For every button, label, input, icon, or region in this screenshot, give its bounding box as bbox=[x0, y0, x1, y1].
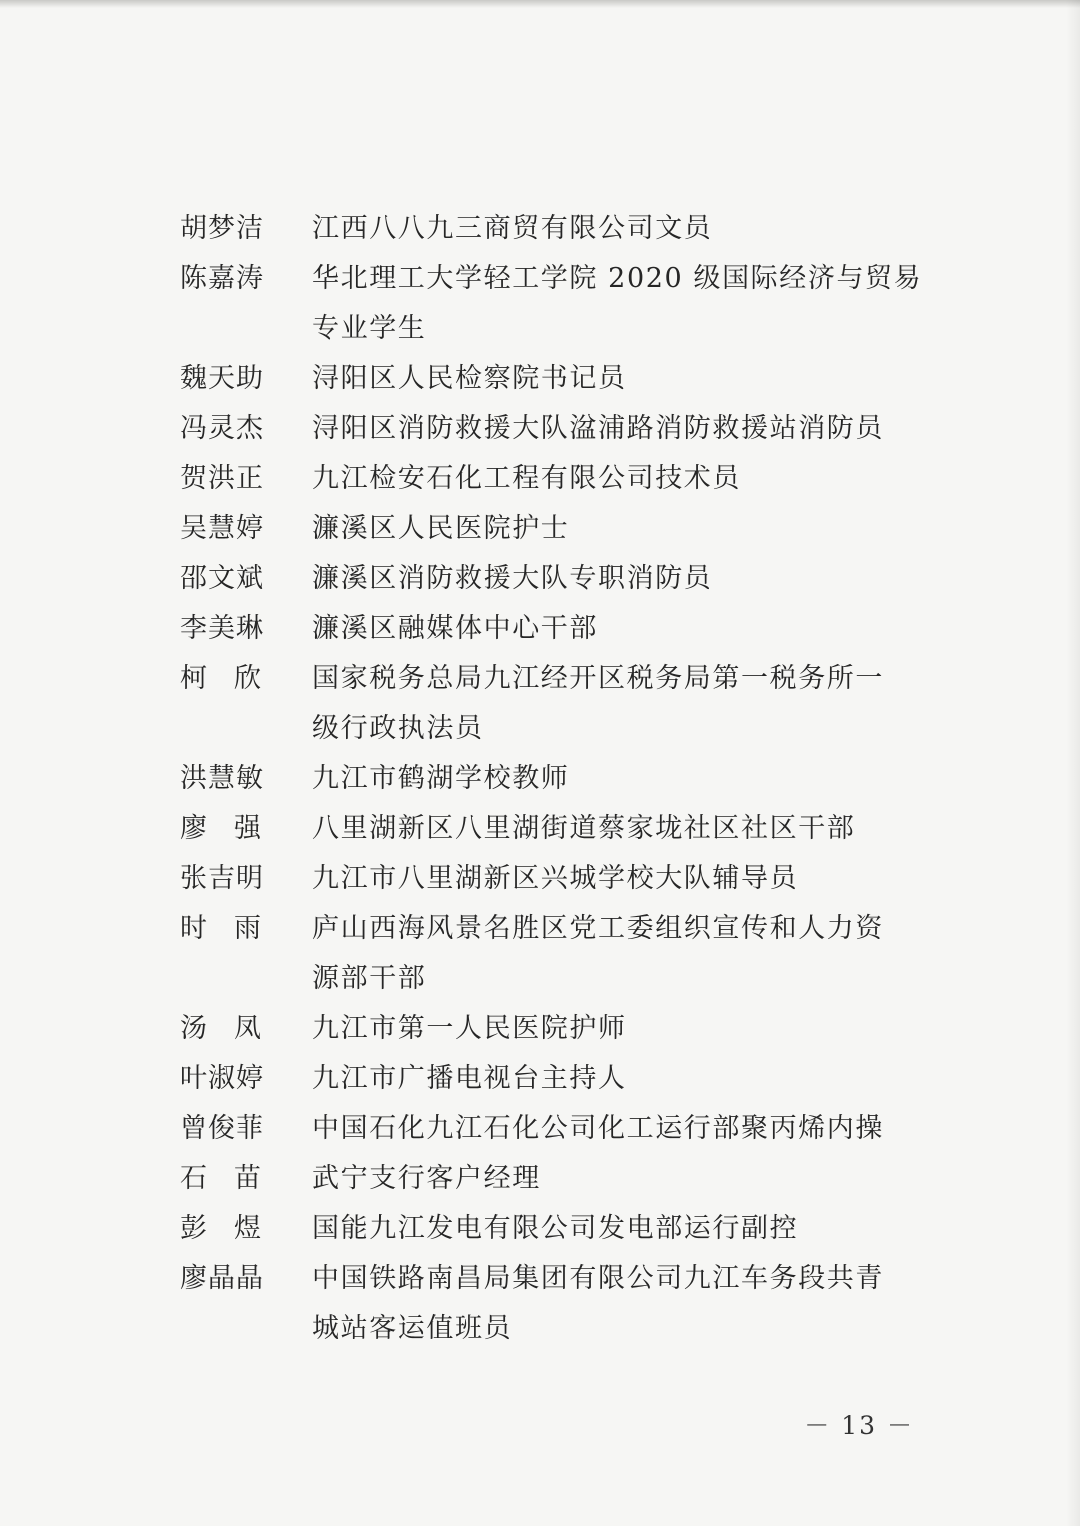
person-title: 中国石化九江石化公司化工运行部聚丙烯内操 bbox=[312, 1113, 884, 1144]
person-name: 邵文斌 bbox=[180, 563, 264, 594]
person-name: 彭 煜 bbox=[180, 1213, 261, 1244]
person-title: 九江检安石化工程有限公司技术员 bbox=[312, 463, 741, 494]
person-title: 濂溪区融媒体中心干部 bbox=[312, 613, 598, 644]
person-name: 廖晶晶 bbox=[180, 1263, 264, 1294]
person-title: 八里湖新区八里湖街道蔡家垅社区社区干部 bbox=[312, 813, 856, 844]
person-title: 浔阳区消防救援大队湓浦路消防救援站消防员 bbox=[312, 413, 884, 444]
person-title: 庐山西海风景名胜区党工委组织宣传和人力资 bbox=[312, 913, 884, 944]
person-name: 时 雨 bbox=[180, 913, 261, 944]
person-title: 九江市八里湖新区兴城学校大队辅导员 bbox=[312, 863, 799, 894]
person-name: 曾俊菲 bbox=[180, 1113, 264, 1144]
person-name: 张吉明 bbox=[180, 863, 264, 894]
person-title-continued: 级行政执法员 bbox=[312, 713, 484, 744]
person-name: 贺洪正 bbox=[180, 463, 264, 494]
person-name: 廖 强 bbox=[180, 813, 261, 844]
person-name: 冯灵杰 bbox=[180, 413, 264, 444]
person-title: 濂溪区人民医院护士 bbox=[312, 513, 570, 544]
person-name: 陈嘉涛 bbox=[180, 263, 264, 294]
person-title: 国能九江发电有限公司发电部运行副控 bbox=[312, 1213, 799, 1244]
person-title: 国家税务总局九江经开区税务局第一税务所一 bbox=[312, 663, 884, 694]
person-title: 九江市第一人民医院护师 bbox=[312, 1013, 627, 1044]
person-name: 洪慧敏 bbox=[180, 763, 264, 794]
person-name: 李美琳 bbox=[180, 613, 264, 644]
person-name: 汤 凤 bbox=[180, 1013, 261, 1044]
person-name: 吴慧婷 bbox=[180, 513, 264, 544]
person-name: 石 苗 bbox=[180, 1163, 261, 1194]
person-name: 柯 欣 bbox=[180, 663, 261, 694]
person-title: 浔阳区人民检察院书记员 bbox=[312, 363, 627, 394]
page-number: － 13 － bbox=[804, 1411, 914, 1440]
person-title-continued: 城站客运值班员 bbox=[312, 1313, 513, 1344]
person-title: 九江市广播电视台主持人 bbox=[312, 1063, 627, 1094]
person-title: 华北理工大学轻工学院 2020 级国际经济与贸易 bbox=[312, 263, 923, 294]
person-title: 武宁支行客户经理 bbox=[312, 1163, 541, 1194]
person-title: 濂溪区消防救援大队专职消防员 bbox=[312, 563, 713, 594]
person-title: 中国铁路南昌局集团有限公司九江车务段共青 bbox=[312, 1263, 884, 1294]
person-name: 叶淑婷 bbox=[180, 1063, 264, 1094]
person-name: 胡梦洁 bbox=[180, 213, 264, 244]
person-title: 九江市鹤湖学校教师 bbox=[312, 763, 570, 794]
person-title-continued: 专业学生 bbox=[312, 313, 427, 344]
person-name: 魏天助 bbox=[180, 363, 264, 394]
person-title: 江西八八九三商贸有限公司文员 bbox=[312, 213, 713, 244]
person-title-continued: 源部干部 bbox=[312, 963, 427, 994]
